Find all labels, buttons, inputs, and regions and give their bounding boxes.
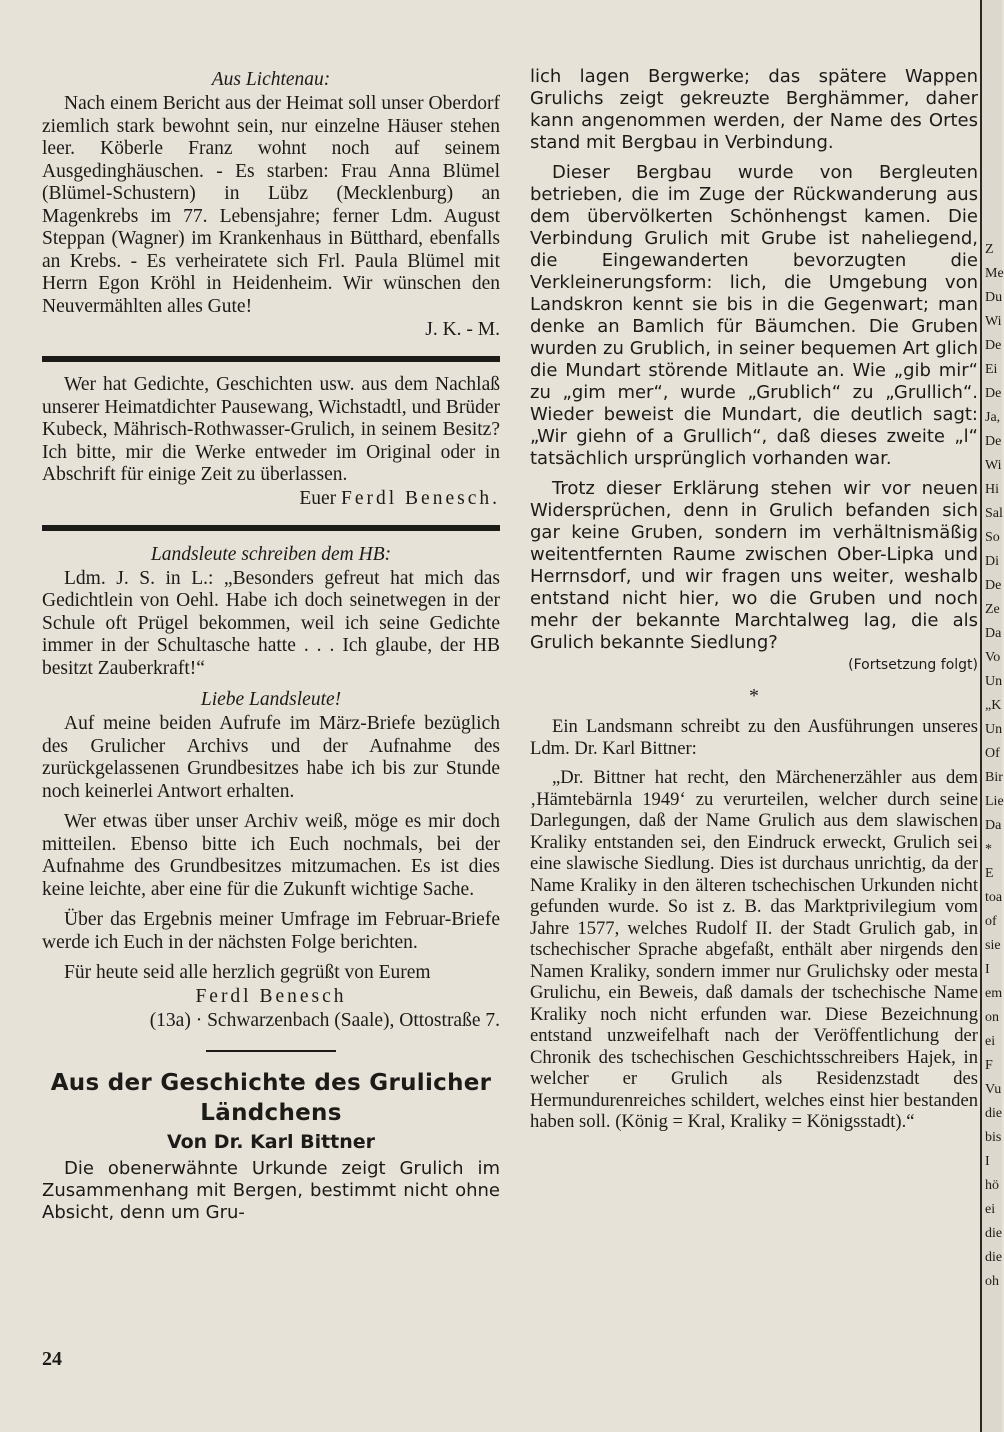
article-title: Aus der Geschichte des Grulicher Ländchens — [50, 1070, 492, 1126]
article — [42, 1068, 500, 1224]
edge-fragment: I — [985, 962, 990, 977]
edge-fragment: Me — [985, 266, 1004, 281]
edge-fragment: So — [985, 530, 1000, 545]
edge-fragment: Ze — [985, 602, 1000, 617]
neighbor-page-edge — [980, 0, 1002, 1432]
edge-fragment: Da — [985, 626, 1002, 641]
edge-fragment: die — [985, 1226, 1003, 1241]
edge-fragment: hö — [985, 1178, 999, 1193]
letter-body: „Dr. Bittner hat recht, den Märchenerzähler aus dem ‚Hämtebärnla 1949‘ zu verurteilen, welcher durch seine Darlegungen, daß der Name Grulich aus dem slawischen Kraliky entstanden sei, den Eindruck erweckt, Grulich sei eine slawische Siedlung. Dies ist durchaus unrichtig, da der Name Kraliky in den älteren tschechischen Urkunden nicht gefunden wurde. So ist z. B. das Marktprivilegium vom Jahre 1577, welches Rudolf II. der Stadt Grulich gab, in tschechischer Sprache abgefaßt, enthält aber nirgends den Namen Kraliky, sondern immer nur Grulichsky oder mesta Grulichu, ein Beweis, daß damals der tschechische Name Kraliky noch nicht erfunden war. Diese Bezeichnung entstand unzweifelhaft nach der Veröffentlichung der Chronik des tschechischen Geschichtsschreibers Hajek, in welcher er Grulich als Residenzstadt des Hermundurenreiches schildert, welches einst hier bestanden haben soll. (König = Kral, Kraliky = Königsstadt).“ — [530, 767, 978, 1132]
section-heading: Aus Lichtenau: — [211, 69, 331, 90]
edge-fragment: sie — [985, 938, 1001, 953]
section-request — [42, 374, 500, 511]
edge-fragment: Z — [985, 242, 994, 257]
edge-fragment: De — [985, 578, 1002, 593]
edge-fragment: em — [985, 986, 1003, 1001]
paragraph: Auf meine beiden Aufrufe im März-Briefe bezüglich des Grulicher Archivs und der Aufnahme des zurückgelassenen Grundbesitzes habe ich bis zur Stunde noch keinerlei Antwort erhalten. — [42, 713, 500, 802]
letter-intro: Ein Landsmann schreibt zu den Ausführungen unseres Ldm. Dr. Karl Bittner: — [530, 716, 978, 759]
edge-fragment: die — [985, 1106, 1003, 1121]
edge-fragment: ei — [985, 1034, 996, 1049]
edge-fragment: Hi — [985, 482, 999, 497]
section-letters — [42, 543, 500, 681]
edge-fragment: F — [985, 1058, 993, 1073]
signature-name: Ferdl Benesch. — [341, 487, 500, 509]
edge-fragment: Sal — [985, 506, 1003, 521]
article-paragraph: Trotz dieser Erklärung stehen wir vor neuen Widersprüchen, denn in Grulich befanden sich gar keine Gruben, sondern im verhältnismäßig weitentfernten Raume zwischen Ober-Lipka und Herrnsdorf, und wir fragen uns weiter, weshalb entstand nicht hier, wo die Gruben und noch mehr der bekannte Marchtalweg lag, die als Grulich bekannte Siedlung? — [530, 478, 978, 653]
edge-fragment: De — [985, 434, 1002, 449]
edge-fragment: Vo — [985, 650, 1001, 665]
section-body: Nach einem Bericht aus der Heimat soll unser Oberdorf ziemlich stark bewohnt sein, nur einzelne Häuser stehen leer. Köberle Franz wohnt noch auf seinem Ausgedinghäuschen. - Es starben: Frau Anna Blümel (Blümel-Schustern) in Lübz (Mecklenburg) an Magenkrebs im 77. Lebensjahre; ferner Ldm. August Steppan (Wagner) im Krankenhaus in Bütthard, ebenfalls an Krebs. - Es verheiratete sich Frl. Paula Blümel mit Herrn Egon Kröhl in Heidenheim. Wir wünschen den Neuvermählten alles Gute! — [42, 93, 500, 317]
section-appeal — [42, 688, 500, 1032]
edge-fragment: Wi — [985, 314, 1002, 329]
signature: J. K. - M. — [425, 319, 500, 340]
edge-fragment: I — [985, 1154, 990, 1169]
paragraph: Wer etwas über unser Archiv weiß, möge es mir doch mitteilen. Ebenso bitte ich Euch nochmals, bei der Aufnahme des Grundbesitzes mitzumachen. Es ist dies keine leichte, aber eine für die Zukunft wichtige Sache. — [42, 811, 500, 900]
edge-fragment: on — [985, 1010, 999, 1025]
edge-fragment: Ei — [985, 362, 998, 377]
edge-fragment: bis — [985, 1130, 1002, 1145]
section-lichtenau — [42, 68, 500, 342]
divider-rule — [42, 356, 500, 362]
edge-fragment: of — [985, 914, 997, 929]
edge-fragment: De — [985, 386, 1002, 401]
article-author: Von Dr. Karl Bittner — [166, 1131, 376, 1153]
article-paragraph: lich lagen Bergwerke; das spätere Wappen Grulichs zeigt gekreuzte Berghämmer, daher kann angenommen werden, der Name des Ortes stand mit Bergbau in Verbindung. — [530, 66, 978, 153]
address: (13a) · Schwarzenbach (Saale), Ottostraße 7. — [149, 1009, 500, 1031]
edge-fragment: E — [985, 866, 994, 881]
edge-fragment: De — [985, 338, 1002, 353]
edge-fragment: Du — [985, 290, 1003, 305]
edge-fragment: Di — [985, 554, 999, 569]
separator-asterisk: * — [749, 685, 759, 707]
edge-fragment: oh — [985, 1274, 999, 1289]
paragraph: Für heute seid alle herzlich gegrüßt von Eurem — [64, 962, 431, 983]
edge-fragment: Un — [985, 674, 1003, 689]
signature — [42, 487, 500, 511]
edge-fragment: „K — [985, 698, 1002, 713]
signature-prefix: Euer — [299, 487, 337, 509]
edge-fragment: * — [985, 842, 992, 857]
page-number: 24 — [42, 1348, 62, 1370]
signature-name: Ferdl Benesch — [195, 985, 347, 1007]
edge-fragment: die — [985, 1250, 1003, 1265]
edge-fragment: Wi — [985, 458, 1002, 473]
right-column — [530, 66, 978, 1133]
continuation-note: (Fortsetzung folgt) — [848, 657, 978, 673]
divider-rule — [42, 525, 500, 531]
section-heading: Landsleute schreiben dem HB: — [150, 543, 392, 565]
edge-fragment: ei — [985, 1202, 996, 1217]
article-paragraph: Dieser Bergbau wurde von Bergleuten betrieben, die im Zuge der Rückwanderung aus dem übervölkerten Schönhengst kamen. Die Verbindung Grulich mit Grube ist naheliegend, die Eingewanderten bevorzugten die Verkleinerungsform: lich, die Umgebung von Landskron kennt sie bis in die Gegenwart; man denke an Bamlich für Bäumchen. Die Gruben wurden zu Grublich, in seiner bequemen Art glich die Mundart störende Mitlaute an. Wie „gib mir“ zu „gim mer“, wurde „Grublich“ zu „Grullich“. Wieder beweist die Mundart, die deutlich sagt: „Wir giehn of a Grullich“, daß dieses zweite „l“ tatsächlich ursprünglich vorhanden war. — [530, 162, 978, 469]
edge-fragment: Bir — [985, 770, 1003, 785]
edge-fragment: Vu — [985, 1082, 1002, 1097]
edge-fragment: toa — [985, 890, 1003, 905]
divider-short — [206, 1050, 336, 1052]
section-body: Ldm. J. S. in L.: „Besonders gefreut hat mich das Gedichtlein von Oehl. Habe ich doch seinetwegen in der Schule oft Prügel bekommen, weil ich seine Gedichte immer in der Schultasche hatte . . . Ich glaube, der HB besitzt Zauberkraft!“ — [42, 567, 500, 679]
article-body: Die obenerwähnte Urkunde zeigt Grulich im Zusammenhang mit Bergen, bestimmt nicht ohne Absicht, denn um Gru- — [42, 1158, 500, 1223]
edge-fragment: Un — [985, 722, 1003, 737]
edge-fragment: Da — [985, 818, 1002, 833]
edge-fragment: Lie — [985, 794, 1004, 809]
section-body: Wer hat Gedichte, Geschichten usw. aus dem Nachlaß unserer Heimatdichter Pausewang, Wichstadtl, und Brüder Kubeck, Mährisch-Rothwasser-Grulich, in seinem Besitz? Ich bitte, mir die Werke entweder im Original oder in Abschrift für einige Zeit zu überlassen. — [42, 374, 500, 485]
left-column — [42, 68, 500, 1224]
edge-fragment: Ja, — [985, 410, 1001, 425]
edge-fragment: Of — [985, 746, 1000, 761]
section-heading: Liebe Landsleute! — [200, 689, 342, 710]
paragraph: Über das Ergebnis meiner Umfrage im Februar-Briefe werde ich Euch in der nächsten Folge berichten. — [42, 909, 500, 953]
